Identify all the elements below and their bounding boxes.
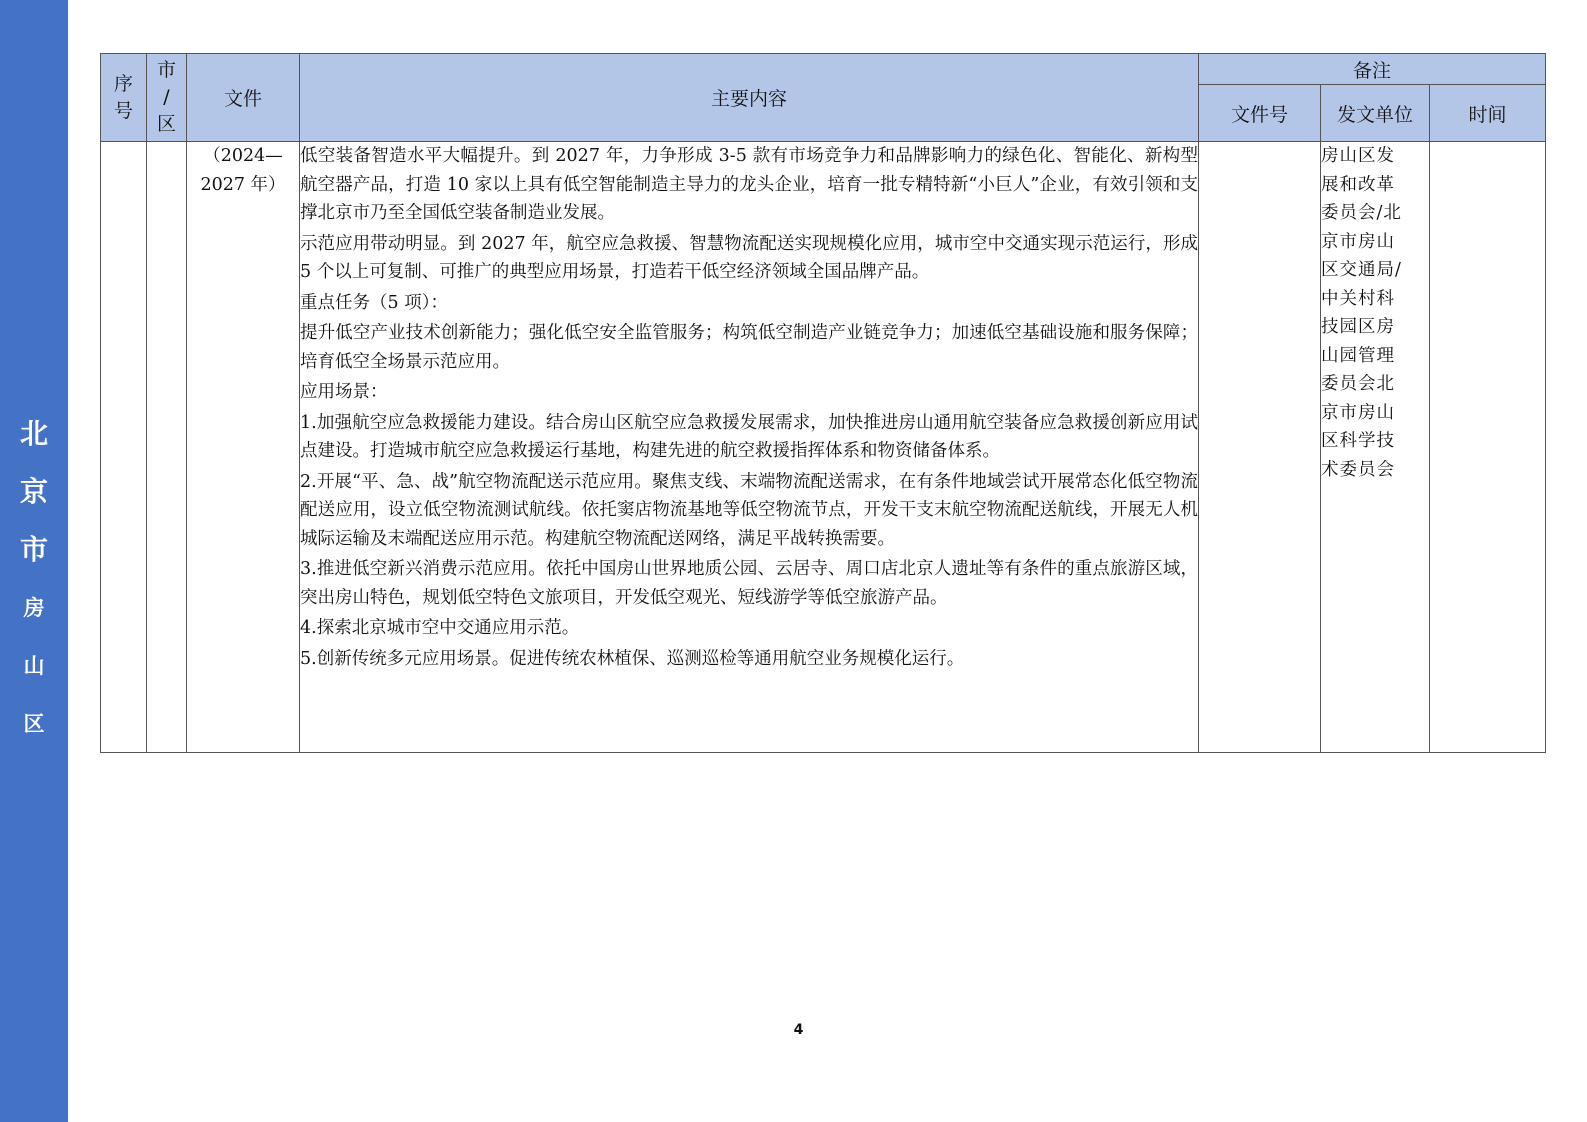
header-content: 主要内容	[300, 54, 1199, 142]
content-paragraph: 1.加强航空应急救援能力建设。结合房山区航空应急救援发展需求，加快推进房山通用航空装备应急救援创新应用试点建设。打造城市航空应急救援运行基地，构建先进的航空救援指挥体系和物资储备体系。	[300, 412, 1198, 461]
table-row	[101, 142, 1546, 753]
issuer-line: 委员会北	[1321, 374, 1395, 394]
issuer-line: 京市房山	[1321, 402, 1395, 423]
issuer-line: 中关村科	[1321, 288, 1395, 309]
cell-content	[300, 142, 1199, 753]
content-paragraph: 5.创新传统多元应用场景。促进传统农林植保、巡测巡检等通用航空业务规模化运行。	[300, 648, 965, 669]
side-label	[0, 405, 68, 753]
side-label-char: 市	[19, 533, 48, 566]
content-paragraph: 重点任务（5 项）：	[300, 292, 448, 313]
issuer-line: 区科学技	[1321, 431, 1395, 451]
header-seq: 序 号	[101, 54, 147, 142]
issuer-line: 房山区发	[1321, 146, 1395, 166]
issuer-line: 技园区房	[1321, 317, 1395, 337]
side-band	[0, 0, 68, 1122]
header-issuer: 发文单位	[1321, 85, 1430, 142]
content-paragraph: 4.探索北京城市空中交通应用示范。	[300, 618, 580, 638]
header-remarks: 备注	[1199, 54, 1546, 85]
header-city: 市 / 区	[147, 54, 187, 142]
cell-seq	[101, 142, 147, 753]
cell-issuer	[1321, 142, 1430, 753]
policy-table	[100, 53, 1546, 753]
side-label-char: 山	[23, 654, 45, 678]
side-label-char: 房	[23, 596, 45, 620]
issuer-line: 京市房山	[1321, 231, 1395, 252]
cell-file: （2024—2027 年）	[187, 142, 300, 753]
side-label-char: 北	[19, 417, 48, 450]
content-paragraph: 2.开展“平、急、战”航空物流配送示范应用。聚焦支线、末端物流配送需求，在有条件地域尝试开展常态化低空物流配送应用，设立低空物流测试航线。依托窦店物流基地等低空物流节点，开发干支末航空物流配送航线，开展无人机城际运输及末端配送应用示范。构建航空物流配送网络，满足平战转换需要。	[300, 471, 1198, 549]
cell-doc-no	[1199, 142, 1321, 753]
header-file: 文件	[187, 54, 300, 142]
issuer-line: 区交通局/	[1321, 260, 1402, 280]
content-paragraph: 低空装备智造水平大幅提升。到 2027 年，力争形成 3-5 款有市场竞争力和品牌影响力的绿色化、智能化、新构型航空器产品，打造 10 家以上具有低空智能制造主导力的龙头企业，培育一批专精特新“小巨人”企业，有效引领和支撑北京市乃至全国低空装备制造业发展。	[300, 146, 1198, 223]
content-paragraph: 3.推进低空新兴消费示范应用。依托中国房山世界地质公园、云居寺、周口店北京人遗址等有条件的重点旅游区域，突出房山特色，规划低空特色文旅项目，开发低空观光、短线游学等低空旅游产品。	[300, 559, 1198, 608]
header-doc-no: 文件号	[1199, 85, 1321, 142]
side-label-char: 区	[23, 712, 45, 736]
issuer-line: 术委员会	[1321, 459, 1395, 480]
issuer-line: 委员会/北	[1321, 203, 1402, 223]
content-paragraph: 应用场景：	[300, 382, 388, 402]
side-label-char: 京	[19, 475, 48, 508]
content-paragraph: 示范应用带动明显。到 2027 年，航空应急救援、智慧物流配送实现规模化应用，城市空中交通实现示范运行，形成 5 个以上可复制、可推广的典型应用场景，打造若干低空经济领域全国品牌产品。	[300, 233, 1198, 282]
issuer-line: 展和改革	[1321, 174, 1395, 195]
issuer-line: 山园管理	[1321, 345, 1395, 366]
header-time: 时间	[1430, 85, 1546, 142]
cell-time	[1430, 142, 1546, 753]
cell-city	[147, 142, 187, 753]
page-number: 4	[793, 1022, 804, 1038]
content-paragraph: 提升低空产业技术创新能力；强化低空安全监管服务；构筑低空制造产业链竞争力；加速低空基础设施和服务保障；培育低空全场景示范应用。	[300, 323, 1198, 372]
